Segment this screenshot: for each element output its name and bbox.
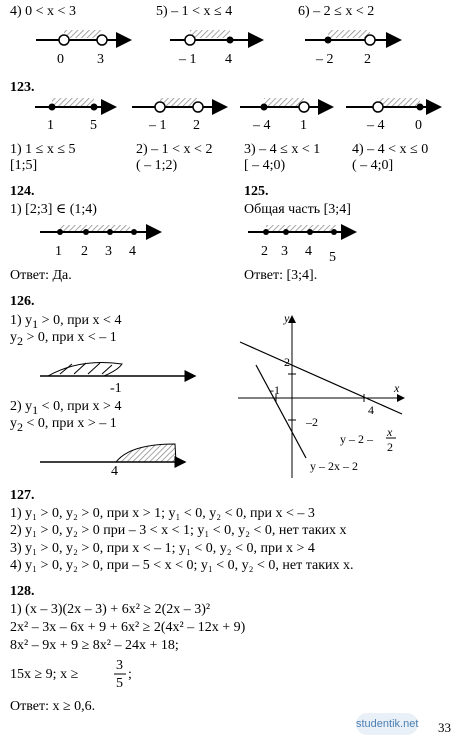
number-line-126-2	[40, 444, 185, 462]
number-line-126-1	[40, 363, 195, 377]
problem-number: 126.	[10, 294, 35, 309]
tick-label: 2	[364, 52, 371, 67]
coordinate-graph	[238, 316, 404, 478]
equation-line: 8x² – 9x + 9 ≥ 8x² – 24x + 18;	[10, 638, 179, 653]
expression: 2) – 1 < x < 2	[136, 142, 213, 157]
condition-line: 1) $y_1 > 0$, при x < 4	[10, 313, 122, 331]
tick-label: 1	[47, 118, 54, 133]
expression: 1) 1 ≤ x ≤ 5	[10, 142, 76, 157]
problem-number: 127.	[10, 488, 35, 503]
problem-number: 123.	[10, 80, 35, 95]
tick-label: 2	[261, 244, 268, 259]
number-line-123-3	[240, 98, 332, 112]
inequality-line: 15x ≥ 9; x ≥	[10, 667, 79, 682]
problem-number: 125.	[244, 184, 269, 199]
watermark-logo: studentik.net	[356, 713, 418, 735]
tick-label: –2	[306, 415, 318, 429]
tick-label: 1	[300, 118, 307, 133]
number-line-6	[305, 30, 400, 45]
tick-label: 3	[97, 52, 104, 67]
expression: 3) – 4 ≤ x < 1	[244, 142, 321, 157]
number-line-4	[36, 30, 130, 45]
tick-label: 5	[90, 118, 97, 133]
statement: Общая часть [3;4]	[244, 202, 351, 217]
tick-label: 2	[284, 355, 290, 369]
tick-label: 1	[55, 244, 62, 259]
problem-number: 124.	[10, 184, 35, 199]
number-line-5	[170, 30, 262, 45]
fraction-numerator: x	[387, 425, 393, 439]
page-number: 33	[438, 720, 451, 735]
tick-label: 3	[281, 244, 288, 259]
number-line-124	[40, 225, 160, 235]
tick-label: 4	[129, 244, 136, 259]
problem-number: 128.	[10, 584, 35, 599]
answer: Ответ: Да.	[10, 268, 72, 283]
number-line-123-2	[132, 98, 226, 112]
tick-label: 4	[368, 403, 374, 417]
tick-label: – 4	[253, 118, 271, 133]
tick-label: 0	[415, 118, 422, 133]
line-label-2: y – 2x – 2	[310, 459, 358, 473]
tick-label: 2	[81, 244, 88, 259]
number-line-123-4	[346, 98, 440, 112]
tick-label: 3	[105, 244, 112, 259]
statement: 1) [2;3] ∈ (1;4)	[10, 202, 97, 217]
tick-label: -1	[110, 381, 122, 396]
expression: 4) – 4 < x ≤ 0	[352, 142, 429, 157]
tick-label: 0	[57, 52, 64, 67]
tick-label: 5	[329, 250, 336, 265]
fraction-denominator: 2	[387, 440, 393, 454]
tick-label: 4	[111, 464, 118, 479]
tick-label: -1	[270, 383, 280, 397]
number-line-125	[248, 225, 355, 235]
line-label-1: y – 2 –	[340, 432, 373, 446]
y-axis-label: y	[284, 311, 290, 325]
condition-line: $y_2 < 0$, при x > – 1	[10, 416, 117, 434]
condition-line: 1) y₁ > 0, y₂ > 0, при x > 1; y₁ < 0, y₂ < 0, при x < – 3	[10, 506, 315, 521]
item-4-label: 4) 0 < x < 3	[10, 4, 76, 19]
condition-line: 2) $y_1 < 0$, при x > 4	[10, 399, 122, 417]
inequality-end: ;	[128, 667, 132, 682]
tick-label: – 1	[179, 52, 197, 67]
tick-label: 4	[225, 52, 232, 67]
fraction-denominator: 5	[116, 676, 123, 691]
x-axis-label: x	[394, 381, 400, 395]
item-5-label: 5) – 1 < x ≤ 4	[156, 4, 233, 19]
answer: ( – 4;0]	[352, 158, 394, 173]
answer: [1;5]	[10, 158, 38, 173]
condition-line: $y_2 > 0$, при x < – 1	[10, 330, 117, 348]
answer: Ответ: x ≥ 0,6.	[10, 699, 96, 714]
answer: Ответ: [3;4].	[244, 268, 318, 283]
item-6-label: 6) – 2 ≤ x < 2	[298, 4, 375, 19]
tick-label: – 4	[367, 118, 385, 133]
condition-line: 2) y₁ > 0, y₂ > 0 при – 3 < x < 1; y₁ < 0, y₂ < 0, нет таких x	[10, 523, 347, 538]
tick-label: – 1	[149, 118, 167, 133]
tick-label: 2	[193, 118, 200, 133]
condition-line: 3) y₁ > 0, y₂ > 0, при x < – 1; y₁ < 0, y₂ < 0, при x > 4	[10, 541, 315, 556]
condition-line: 4) y₁ > 0, y₂ > 0, при – 5 < x < 0; y₁ < 0, y₂ < 0, нет таких x.	[10, 558, 354, 573]
fraction-numerator: 3	[116, 658, 123, 673]
equation-line: 2x² – 3x – 6x + 9 + 6x² ≥ 2(4x² – 12x + 9)	[10, 620, 246, 635]
answer: ( – 1;2)	[136, 158, 178, 173]
answer: [ – 4;0)	[244, 158, 286, 173]
tick-label: – 2	[316, 52, 334, 67]
tick-label: 4	[305, 244, 312, 259]
number-line-123-1	[35, 98, 115, 111]
equation-line: 1) (x – 3)(2x – 3) + 6x² ≥ 2(2x – 3)²	[10, 602, 211, 617]
